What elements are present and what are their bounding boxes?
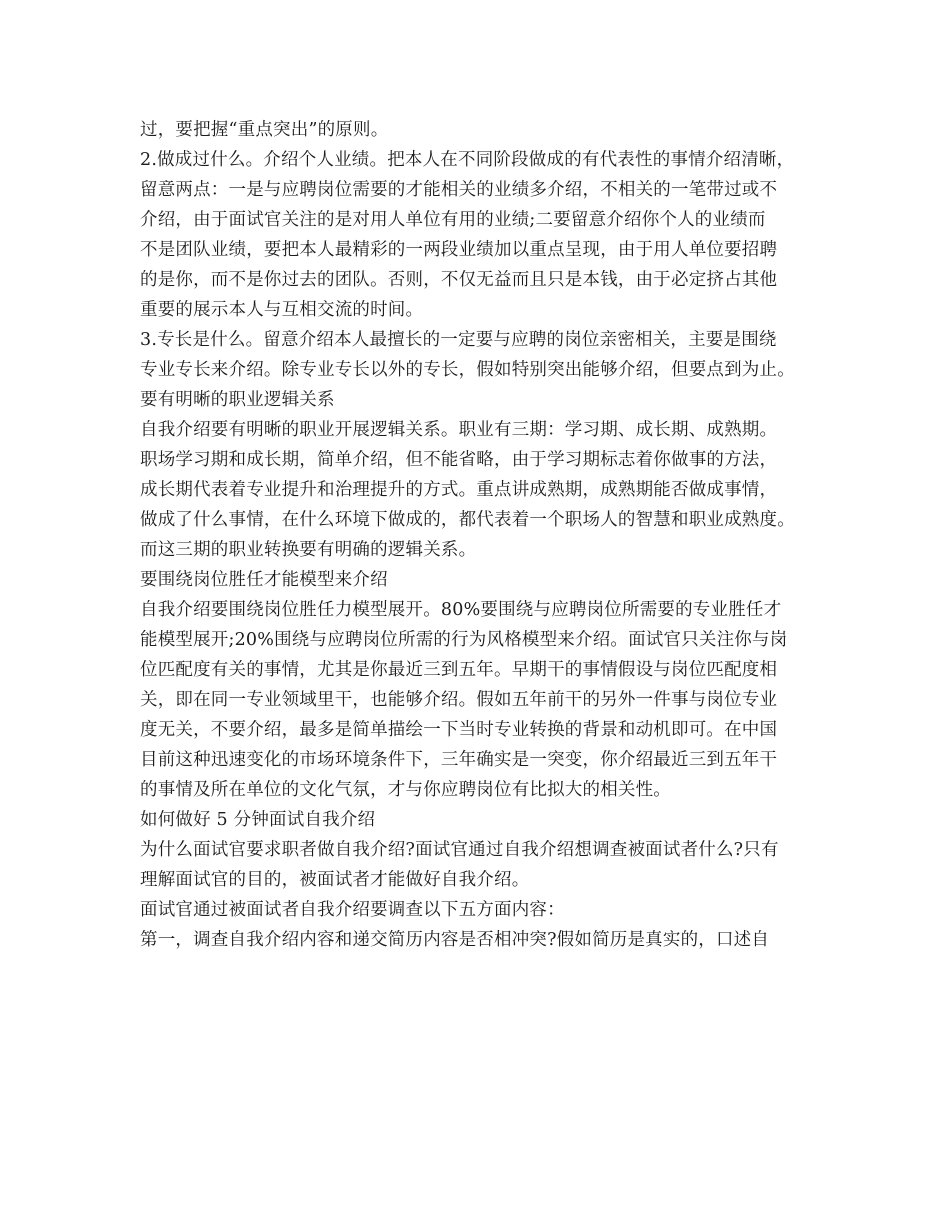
text-line: 做成了什么事情，在什么环境下做成的，都代表着一个职场人的智慧和职业成熟度。 xyxy=(140,510,795,530)
text-line: 2.做成过什么。介绍个人业绩。把本人在不同阶段做成的有代表性的事情介绍清晰， xyxy=(140,150,795,170)
text-line: 的事情及所在单位的文化气氛，才与你应聘岗位有比拟大的相关性。 xyxy=(140,780,671,800)
text-line: 过，要把握“重点突出”的原则。 xyxy=(140,120,389,140)
text-line: 自我介绍要有明晰的职业开展逻辑关系。职业有三期：学习期、成长期、成熟期。 xyxy=(140,420,778,440)
text-line: 不是团队业绩，要把本人最精彩的一两段业绩加以重点呈现，由于用人单位要招聘 xyxy=(140,240,778,260)
document-body xyxy=(140,115,830,955)
text-line: 专业专长来介绍。除专业专长以外的专长，假如特别突出能够介绍，但要点到为止。 xyxy=(140,360,795,380)
text-line: 度无关，不要介绍，最多是简单描绘一下当时专业转换的背景和动机即可。在中国 xyxy=(140,720,778,740)
text-line: 的是你，而不是你过去的团队。否则，不仅无益而且只是本钱，由于必定挤占其他 xyxy=(140,270,778,290)
text-line: 成长期代表着专业提升和治理提升的方式。重点讲成熟期，成熟期能否做成事情， xyxy=(140,480,778,500)
text-line: 第一，调查自我介绍内容和递交简历内容是否相冲突?假如简历是真实的，口述自 xyxy=(140,930,770,950)
section-heading: 要有明晰的职业逻辑关系 xyxy=(140,390,335,410)
text-line: 介绍，由于面试官关注的是对用人单位有用的业绩;二要留意介绍你个人的业绩而 xyxy=(140,210,766,230)
text-line: 而这三期的职业转换要有明确的逻辑关系。 xyxy=(140,540,477,560)
text-line: 关，即在同一专业领域里干，也能够介绍。假如五年前干的另外一件事与岗位专业 xyxy=(140,690,778,710)
text-line: 面试官通过被面试者自我介绍要调查以下五方面内容： xyxy=(140,900,565,920)
section-heading: 如何做好 5 分钟面试自我介绍 xyxy=(140,810,376,830)
text-line: 目前这种迅速变化的市场环境条件下，三年确实是一突变，你介绍最近三到五年干 xyxy=(140,750,778,770)
text-line: 能模型展开;20%围绕与应聘岗位所需的行为风格模型来介绍。面试官只关注你与岗 xyxy=(140,630,788,650)
text-line: 职场学习期和成长期，简单介绍，但不能省略，由于学习期标志着你做事的方法， xyxy=(140,450,778,470)
text-line: 为什么面试官要求职者做自我介绍?面试官通过自我介绍想调查被面试者什么?只有 xyxy=(140,840,779,860)
text-line: 理解面试官的目的，被面试者才能做好自我介绍。 xyxy=(140,870,530,890)
section-heading: 要围绕岗位胜任才能模型来介绍 xyxy=(140,570,388,590)
text-line: 留意两点：一是与应聘岗位需要的才能相关的业绩多介绍，不相关的一笔带过或不 xyxy=(140,180,778,200)
text-line: 3.专长是什么。留意介绍本人最擅长的一定要与应聘的岗位亲密相关，主要是围绕 xyxy=(140,330,777,350)
text-line: 重要的展示本人与互相交流的时间。 xyxy=(140,300,424,320)
text-line: 自我介绍要围绕岗位胜任力模型展开。80%要围绕与应聘岗位所需要的专业胜任才 xyxy=(140,600,782,620)
text-line: 位匹配度有关的事情，尤其是你最近三到五年。早期干的事情假设与岗位匹配度相 xyxy=(140,660,778,680)
